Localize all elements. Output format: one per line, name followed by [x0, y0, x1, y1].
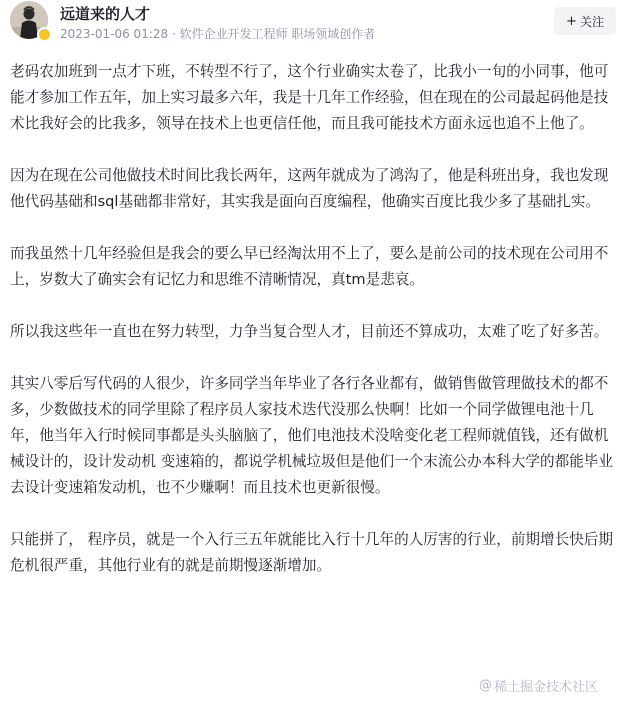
follow-button[interactable] [554, 7, 616, 35]
post-header [0, 0, 625, 48]
plus-icon: + [566, 13, 577, 29]
post-body [10, 59, 614, 605]
paragraph: 而我虽然十几年经验但是我会的要么早已经淘汰用不上了，要么是前公司的技术现在公司用不上，岁数大了确实会有记忆力和思维不清晰情况，真tm是悲哀。 [10, 245, 609, 288]
paragraph: 所以我这些年一直也在努力转型，力争当复合型人才，目前还不算成功，太难了吃了好多苦。 [10, 323, 609, 340]
post-meta: 2023-01-06 01:28 · 软件企业开发工程师 职场领域创作者 [60, 27, 376, 41]
paragraph: 只能拼了， 程序员，就是一个入行三五年就能比入行十几年的人厉害的行业，前期增长快后期危机很严重，其他行业有的就是前期慢逐渐增加。 [10, 531, 613, 574]
paragraph: 因为在现在公司他做技术时间比我长两年，这两年就成为了鸿沟了，他是科班出身，我也发现他代码基础和sql基础都非常好，其实我是面向百度编程，他确实百度比我少多了基础扎实。 [10, 167, 609, 210]
watermark-text: 稀土掘金技术社区 [494, 680, 599, 695]
paragraph: 老码农加班到一点才下班，不转型不行了，这个行业确实太卷了，比我小一旬的小同事，他可能才参加工作五年，加上实习最多六年，我是十几年工作经验，但在现在的公司最起码他是技术比我好会的比我多，领导在技术上也更信任他，而且我可能技术方面永远也追不上他了。 [10, 63, 609, 132]
watermark [479, 676, 598, 695]
author-name[interactable]: 远道来的人才 [60, 5, 151, 23]
level-badge [37, 27, 52, 42]
at-sign: @ [479, 678, 492, 693]
follow-label: 关注 [579, 14, 604, 29]
paragraph: 其实八零后写代码的人很少，许多同学当年毕业了各行各业都有，做销售做管理做技术的都不多，少数做技术的同学里除了程序员人家技术迭代没那么快啊！比如一个同学做锂电池十几年，他当年入行时候同事都是头头脑脑了，他们电池技术没啥变化老工程师就值钱，还有做机械设计的，设计发动机 变速箱的，都说学机械垃圾但是他们一个末流公办本科大学的都能毕业去设计变速箱发动机，也不少赚啊！而且技术也更新很慢。 [10, 375, 613, 496]
